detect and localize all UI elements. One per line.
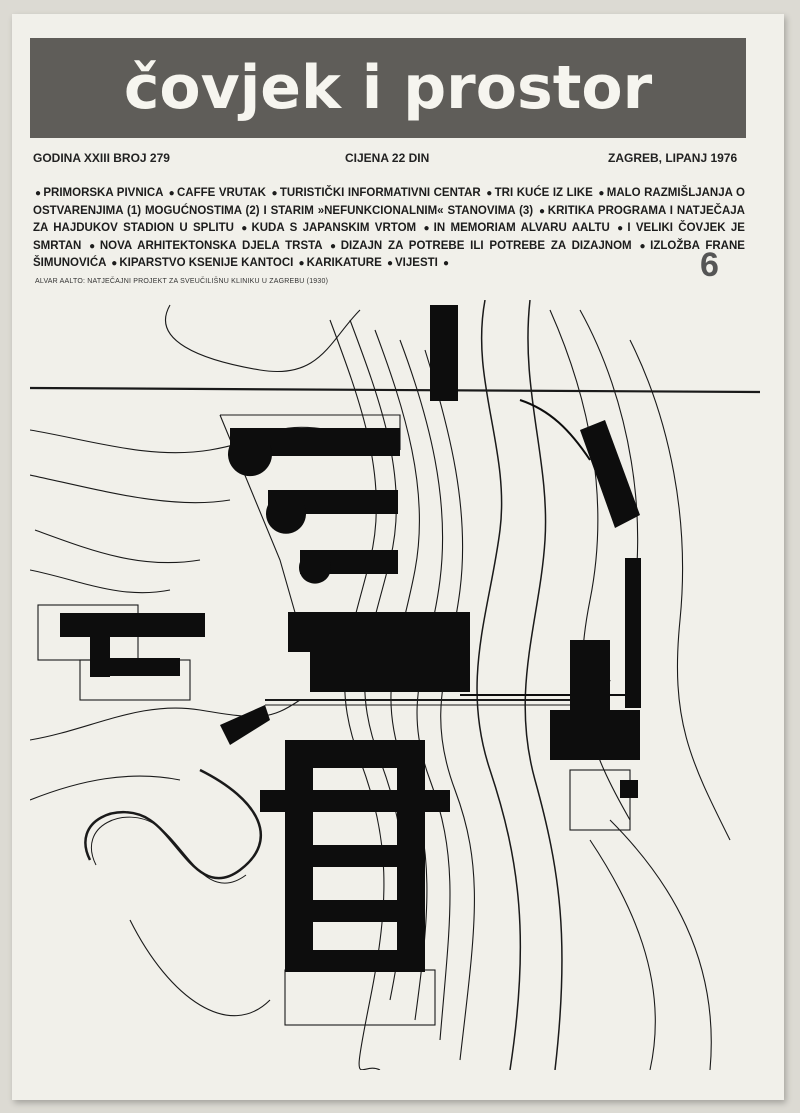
contour-line bbox=[590, 840, 655, 1070]
building-block bbox=[620, 780, 638, 798]
contour-line bbox=[610, 820, 711, 1070]
contents-item: ● KARIKATURE bbox=[298, 257, 382, 269]
building-block bbox=[550, 710, 640, 760]
site-plan-drawing bbox=[30, 300, 760, 1070]
building-apse bbox=[228, 445, 272, 476]
building-block bbox=[625, 558, 641, 708]
building-outline bbox=[285, 970, 435, 1025]
figure-caption: ALVAR AALTO: NATJEČAJNI PROJEKT ZA SVEUČILIŠNU KLINIKU U ZAGREBU (1930) bbox=[35, 278, 329, 285]
building-block bbox=[90, 658, 180, 676]
contents-item: ● NOVA ARHITEKTONSKA DJELA TRSTA bbox=[89, 239, 323, 252]
magazine-title: čovjek i prostor bbox=[123, 53, 653, 123]
contour-line bbox=[130, 920, 270, 1016]
building-block bbox=[397, 740, 425, 972]
valley-line bbox=[477, 300, 520, 1070]
valley-line bbox=[525, 300, 562, 1070]
price: CIJENA 22 DIN bbox=[345, 151, 430, 165]
masthead-banner bbox=[30, 38, 746, 138]
contents-item: ● KUDA S JAPANSKIM VRTOM bbox=[241, 222, 417, 234]
serpentine-road bbox=[91, 817, 246, 883]
contents-list: ● PRIMORSKA PIVNICA ● CAFFE VRUTAK ● TURISTIČKI INFORMATIVNI CENTAR ● TRI KUĆE IZ LIKE ● MALO RAZMIŠLJANJA O OSTVARENJIMA (1) MOGUĆNOSTIMA (2) I STARIM »NEFUNKCIONALNIM« STANOVIMA (3) ● KRITIKA PROGRAMA I NATJEČAJA ZA HAJDUKOV STADION U SPLITU ● KUDA S JAPANSKIM VRTOM ● IN MEMORIAM ALVARU AALTU ● I VELIKI ČOVJEK JE SMRTAN ● NOVA ARHITEKTONSKA DJELA TRSTA ● DIZAJN ZA POTREBE ILI POTREBE ZA DIZAJNOM ● IZLOŽBA FRANE ŠIMUNOVIĆA ● KIPARSTVO KSENIJE KANTOCI ● KARIKATURE ● VIJESTI ● bbox=[33, 187, 745, 269]
contents-item: ● PRIMORSKA PIVNICA bbox=[35, 187, 164, 199]
contents-item: ● IZLOŽBA FRANE ŠIMUNOVIĆA bbox=[33, 239, 745, 269]
building-apse bbox=[299, 562, 331, 584]
building-block bbox=[285, 740, 313, 972]
building-block bbox=[570, 640, 610, 710]
east-road bbox=[520, 400, 590, 460]
issue-line: GODINA XXIII BROJ 279 bbox=[33, 151, 170, 165]
building-apse bbox=[266, 505, 306, 534]
contour-line bbox=[35, 530, 200, 563]
contents-item: ● VIJESTI bbox=[386, 257, 438, 269]
contents-item: ● MALO RAZMIŠLJANJA O OSTVARENJIMA (1) MOGUĆNOSTIMA (2) I STARIM »NEFUNKCIONALNIM« STANOVIMA (3) bbox=[33, 187, 745, 217]
contents-item: ● KRITIKA PROGRAMA I NATJEČAJA ZA HAJDUKOV STADION U SPLITU bbox=[33, 204, 745, 234]
building-block bbox=[60, 613, 205, 637]
contents-item: ● CAFFE VRUTAK bbox=[168, 187, 266, 199]
building-block bbox=[580, 420, 640, 528]
contour-line bbox=[30, 776, 180, 800]
contour-line bbox=[630, 340, 730, 840]
place-date: ZAGREB, LIPANJ 1976 bbox=[608, 151, 738, 165]
contents-item: ● DIZAJN ZA POTREBE ILI POTREBE ZA DIZAJNOM bbox=[330, 239, 632, 252]
building-block bbox=[430, 612, 470, 692]
contents-item: ● TURISTIČKI INFORMATIVNI CENTAR bbox=[271, 187, 481, 199]
building-outline bbox=[570, 770, 630, 830]
issue-number: 6 bbox=[700, 246, 719, 284]
building-block bbox=[430, 305, 458, 401]
building-block bbox=[220, 705, 270, 745]
contour-line bbox=[30, 570, 170, 593]
contents-item: ● I VELIKI ČOVJEK JE SMRTAN bbox=[33, 222, 745, 252]
contents-item: ● IN MEMORIAM ALVARU AALTU bbox=[423, 222, 610, 234]
contents-item: ● KIPARSTVO KSENIJE KANTOCI bbox=[111, 257, 294, 269]
contour-line bbox=[30, 475, 230, 503]
contour-line bbox=[166, 305, 360, 372]
serpentine-road bbox=[85, 770, 260, 878]
contents-item: ● TRI KUĆE IZ LIKE bbox=[486, 187, 593, 199]
